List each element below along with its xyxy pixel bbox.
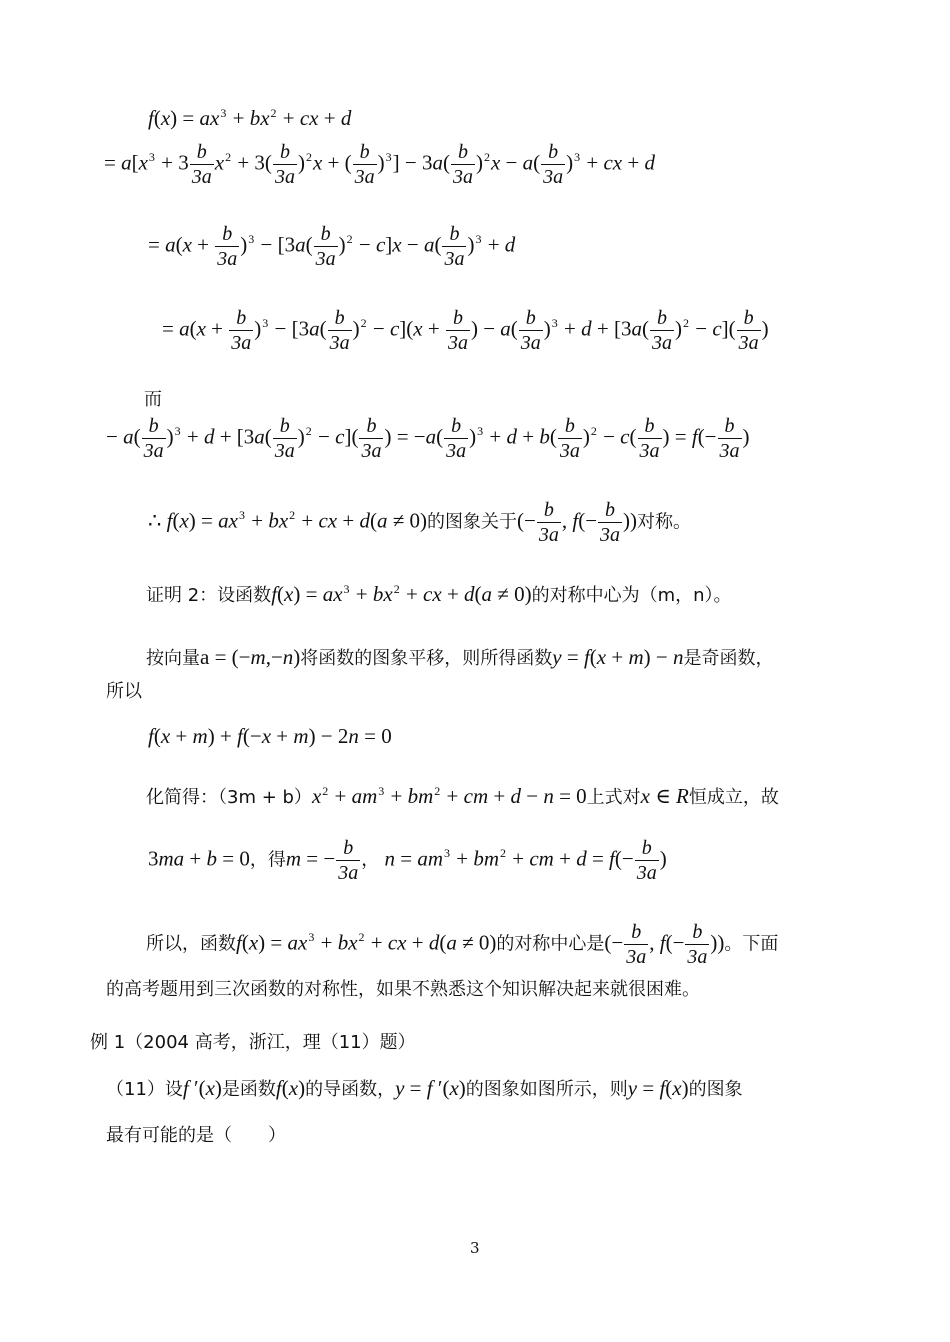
text-suoyi: 所以 bbox=[106, 681, 142, 702]
translation-line: 按向量a = (−m,−n)将函数的图象平移，则所得函数y = f(x + m) − n是奇函数， bbox=[146, 645, 774, 669]
eq-odd-condition: f(x + m) + f(−x + m) − 2n = 0 bbox=[148, 724, 392, 748]
proof2-line: 证明 2：设函数$f(x) = ax^3 + bx^2$ + cx + d(a ≠ 0)的对称中心为（m，n）。 bbox=[146, 582, 732, 606]
eq-definition: $f(x) = ax^3 + bx^2$ + cx + d bbox=[148, 106, 352, 130]
page-number: 3 bbox=[470, 1239, 480, 1257]
conclusion-line: ∴ $f(x) = ax^3 + bx^2$ + cx + d(a ≠ 0)的图象关于(− $\frac{b}{3a}$ , f(− $\frac{b}{3a}$ ))对称。 bbox=[148, 499, 692, 546]
eq-identity: − a( $\frac{b}{3a}$ )$^3$ + d + [3a( $\frac{b}{3a}$ )$^2$ − c]( $\frac{b}{3a}$ ) = −a( $\frac{b}{3a}$ )$^3$ + d + b( $\frac{b}{3a}$ )$^2$ − c( $\frac{b}{3a}$ ) = f(− $\frac{b}{3a}$ ) bbox=[106, 415, 750, 462]
example-question-continuation: 最有可能的是（ ） bbox=[106, 1125, 286, 1146]
therefore-symbol: ∴ bbox=[148, 508, 162, 533]
example-title: 例 1（2004 高考，浙江，理（11）题） bbox=[90, 1032, 416, 1053]
eq-expansion: = $a[x^3 + 3$ $\frac{b}{3a}$ $x^2 + 3$( $\frac{b}{3a}$ )$^2$x + ( $\frac{b}{3a}$ )$^3$] − 3a( $\frac{b}{3a}$ )$^2$x − a( $\frac{b}{3a}$ )$^3$ + cx + d bbox=[104, 141, 655, 188]
eq-solution: 3ma + b = 0，得m = − $\frac{b}{3a}$ ， $n = am^3 + bm^2$ + cm + d = f(− $\frac{b}{3a}$ ) bbox=[148, 837, 667, 884]
simplify-line: 化简得：$(3m + b)x^2 + am^3 + bm^2$ + cm + d − n = 0上式对x ∈ R恒成立，故 bbox=[146, 784, 779, 808]
summary-line: 所以，函数$f(x) = ax^3 + bx^2$ + cx + d(a ≠ 0)的对称中心是(− $\frac{b}{3a}$ , f(− $\frac{b}{3a}$ ))。下面 bbox=[146, 921, 779, 968]
eq-regroup: = a(x + $\frac{b}{3a}$ )$^3$ − [3a( $\frac{b}{3a}$ )$^2$ − c]x − a( $\frac{b}{3a}$ )$^3$ + d bbox=[148, 223, 516, 270]
example-question: （11）设f ′(x)是函数f(x)的导函数，y = f ′(x)的图象如图所示，则y = f(x)的图象 bbox=[106, 1076, 743, 1100]
summary-continuation: 的高考题用到三次函数的对称性，如果不熟悉这个知识解决起来就很困难。 bbox=[106, 979, 700, 1000]
text-er: 而 bbox=[144, 389, 162, 410]
eq-shifted: = a(x + $\frac{b}{3a}$ )$^3$ − [3a( $\frac{b}{3a}$ )$^2$ − c](x + $\frac{b}{3a}$ ) − a( $\frac{b}{3a}$ )$^3$ + d + [3a( $\frac{b}{3a}$ )$^2$ − c]( $\frac{b}{3a}$ ) bbox=[162, 307, 769, 354]
